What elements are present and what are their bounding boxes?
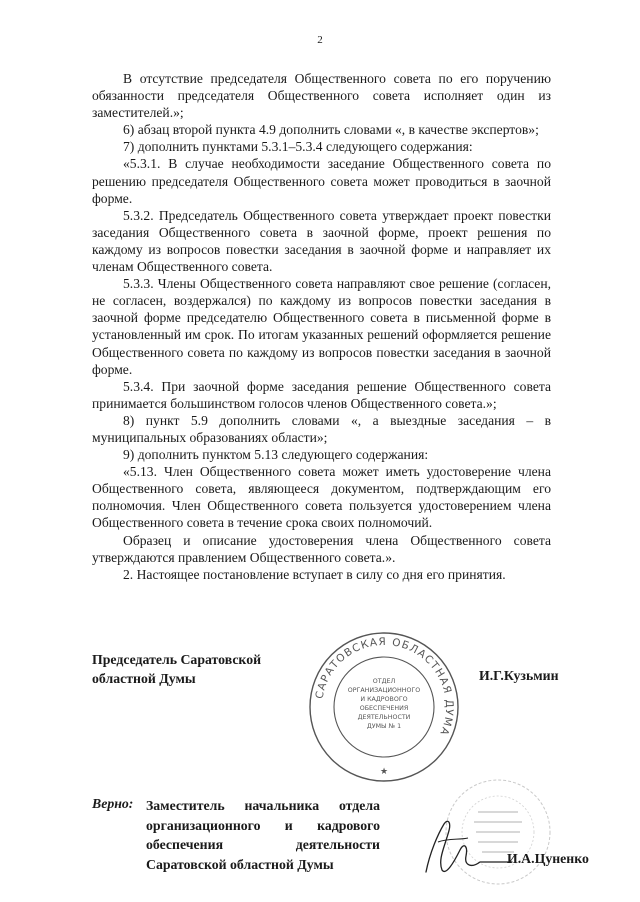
paragraph: 8) пункт 5.9 дополнить словами «, а выездные заседания – в муниципальных образованиях области»;	[92, 412, 551, 445]
stamp-line: ОБЕСПЕЧЕНИЯ	[359, 705, 409, 712]
paragraph: 5.3.4. При заочной форме заседания решение Общественного совета принимается большинством голосов членов Общественного совета.»;	[92, 378, 551, 411]
star-icon: ★	[379, 766, 389, 776]
signer-title-line: Председатель Саратовской	[92, 652, 262, 667]
verno-position: Заместитель начальника отдела организационного и кадрового обеспечения деятельности Саратовской областной Думы	[146, 798, 380, 872]
stamp-line: ОТДЕЛ	[372, 678, 396, 685]
stamp-line: И КАДРОВОГО	[360, 696, 408, 703]
paragraph: 2. Настоящее постановление вступает в силу со дня его принятия.	[123, 566, 506, 582]
paragraph: 9) дополнить пунктом 5.13 следующего содержания:	[123, 447, 429, 463]
paragraph: «5.3.1. В случае необходимости заседание Общественного совета по решению председателя Общественного совета может проводиться в заочной форме.	[92, 156, 551, 206]
paragraph: «5.13. Член Общественного совета может иметь удостоверение члена Общественного совета, являющееся документом, подтверждающим его полномочия. Член Общественного совета пользуется удостоверением члена Общественного совета в течение срока своих полномочий.	[92, 464, 551, 531]
paragraph: 6) абзац второй пункта 4.9 дополнить словами «, в качестве экспертов»;	[123, 122, 539, 138]
verno-name: И.А.Цуненко	[507, 851, 589, 866]
stamp-ring-text: САРАТОВСКАЯ ОБЛАСТНАЯ ДУМА	[313, 635, 456, 738]
page-number: 2	[317, 34, 323, 46]
signer-title-line: областной Думы	[92, 671, 196, 686]
paragraph: 5.3.3. Члены Общественного совета направляют свое решение (согласен, не согласен, воздержался) по каждому из вопросов повестки заседания в заочной форме председателю Общественного совета в письменной форме в установленный им срок. По итогам указанных решений оформляется решение Общественного совета по каждому из вопросов повестки заседания в заочной форме.	[92, 276, 551, 377]
signer-title	[92, 650, 261, 688]
paragraph: 5.3.2. Председатель Общественного совета утверждает проект повестки заседания Общественного совета в заочной форме, проект решения по каждому из вопросов повестки заседания в заочной форме и направляет их членам Общественного совета.	[92, 207, 551, 275]
handwritten-signature	[408, 812, 518, 882]
paragraph: В отсутствие председателя Общественного совета по его поручению обязанности председателя Общественного совета исполняет один из заместителей.»;	[92, 71, 551, 121]
signer-name: И.Г.Кузьмин	[479, 668, 559, 683]
stamp-line: ОРГАНИЗАЦИОННОГО	[347, 687, 421, 694]
document-body	[92, 70, 551, 583]
paragraph: 7) дополнить пунктами 5.3.1–5.3.4 следующего содержания:	[123, 139, 473, 155]
stamp-line: ДЕЯТЕЛЬНОСТИ	[357, 714, 411, 721]
stamp-line: ДУМЫ № 1	[366, 723, 402, 730]
official-stamp	[305, 628, 463, 786]
verno-label: Верно:	[92, 796, 134, 811]
paragraph: Образец и описание удостоверения члена Общественного совета утверждаются правлением Общественного совета.».	[92, 532, 551, 565]
